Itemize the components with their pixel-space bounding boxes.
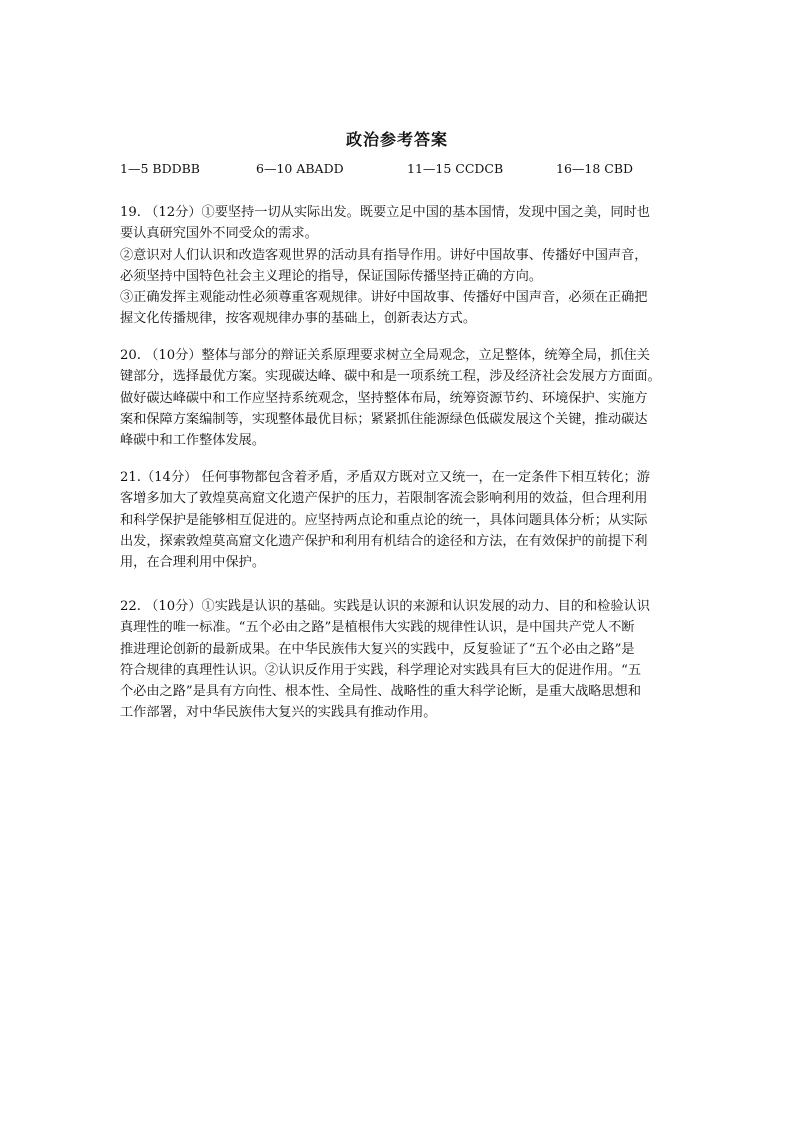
answer-line: 客增多加大了敦煌莫高窟文化遗产保护的压力，若限制客流会影响利用的效益，但合理利用: [120, 491, 648, 507]
mc-answer-group: 6—10 ABADD: [256, 161, 344, 176]
answer-line: 个必由之路”是具有方向性、根本性、全局性、战略性的重大科学论断，是重大战略思想和: [120, 684, 642, 700]
mc-answer-group: 11—15 CCDCB: [407, 161, 504, 176]
answer-line: 20. （10分）整体与部分的辩证关系原理要求树立全局观念，立足整体，统筹全局，抓住关: [120, 348, 650, 363]
answer-line: 21.（14分） 任何事物都包含着矛盾，矛盾双方既对立又统一，在一定条件下相互转化；游: [120, 470, 650, 485]
answer-line: 必须坚持中国特色社会主义理论的指导，保证国际传播坚持正确的方向。: [120, 268, 542, 284]
mc-answer-group: 16—18 CBD: [556, 161, 634, 176]
answer-line: 键部分，选择最优方案。实现碳达峰、碳中和是一项系统工程，涉及经济社会发展方方面面。: [120, 369, 661, 385]
answer-line: ③正确发挥主观能动性必须尊重客观规律。讲好中国故事、传播好中国声音，必须在正确把: [120, 290, 648, 306]
answer-question-20: [120, 345, 682, 451]
answer-question-22: [120, 596, 682, 724]
answer-line: 22. （10分）①实践是认识的基础。实践是认识的来源和认识发展的动力、目的和检验认识: [120, 599, 650, 614]
answer-line: 要认真研究国外不同受众的需求。: [120, 226, 318, 242]
answer-line: 握文化传播规律，按客观规律办事的基础上，创新表达方式。: [120, 311, 477, 327]
multiple-choice-answers: [120, 161, 680, 181]
answer-line: 推进理论创新的最新成果。在中华民族伟大复兴的实践中，反复验证了“五个必由之路”是: [120, 641, 635, 657]
answer-line: 工作部署，对中华民族伟大复兴的实践具有推动作用。: [120, 705, 437, 721]
answer-line: 出发，探索敦煌莫高窟文化遗产保护和利用有机结合的途径和方法，在有效保护的前提下利: [120, 533, 648, 549]
answer-question-21: [120, 467, 682, 573]
mc-answer-group: 1—5 BDDBB: [120, 161, 200, 176]
answer-line: 真理性的唯一标准。“五个必由之路”是植根伟大实践的规律性认识，是中国共产党人不断: [120, 620, 635, 636]
answer-question-19: [120, 202, 682, 330]
answer-line: 和科学保护是能够相互促进的。应坚持两点论和重点论的统一，具体问题具体分析；从实际: [120, 512, 648, 528]
answer-line: 案和保障方案编制等，实现整体最优目标；紧紧抓住能源绿色低碳发展这个关键，推动碳达: [120, 411, 648, 427]
answer-line: 峰碳中和工作整体发展。: [120, 433, 266, 449]
answer-line: 用，在合理利用中保护。: [120, 555, 266, 571]
answer-line: 符合规律的真理性认识。②认识反作用于实践，科学理论对实践具有巨大的促进作用。“五: [120, 662, 642, 678]
answer-line: 19. （12分）①要坚持一切从实际出发。既要立足中国的基本国情，发现中国之美，同时也: [120, 205, 650, 220]
answer-line: 做好碳达峰碳中和工作应坚持系统观念，坚持整体布局，统筹资源节约、环境保护、实施方: [120, 390, 648, 406]
answer-line: ②意识对人们认识和改造客观世界的活动具有指导作用。讲好中国故事、传播好中国声音，: [120, 247, 648, 263]
page-title: 政治参考答案: [345, 130, 448, 149]
